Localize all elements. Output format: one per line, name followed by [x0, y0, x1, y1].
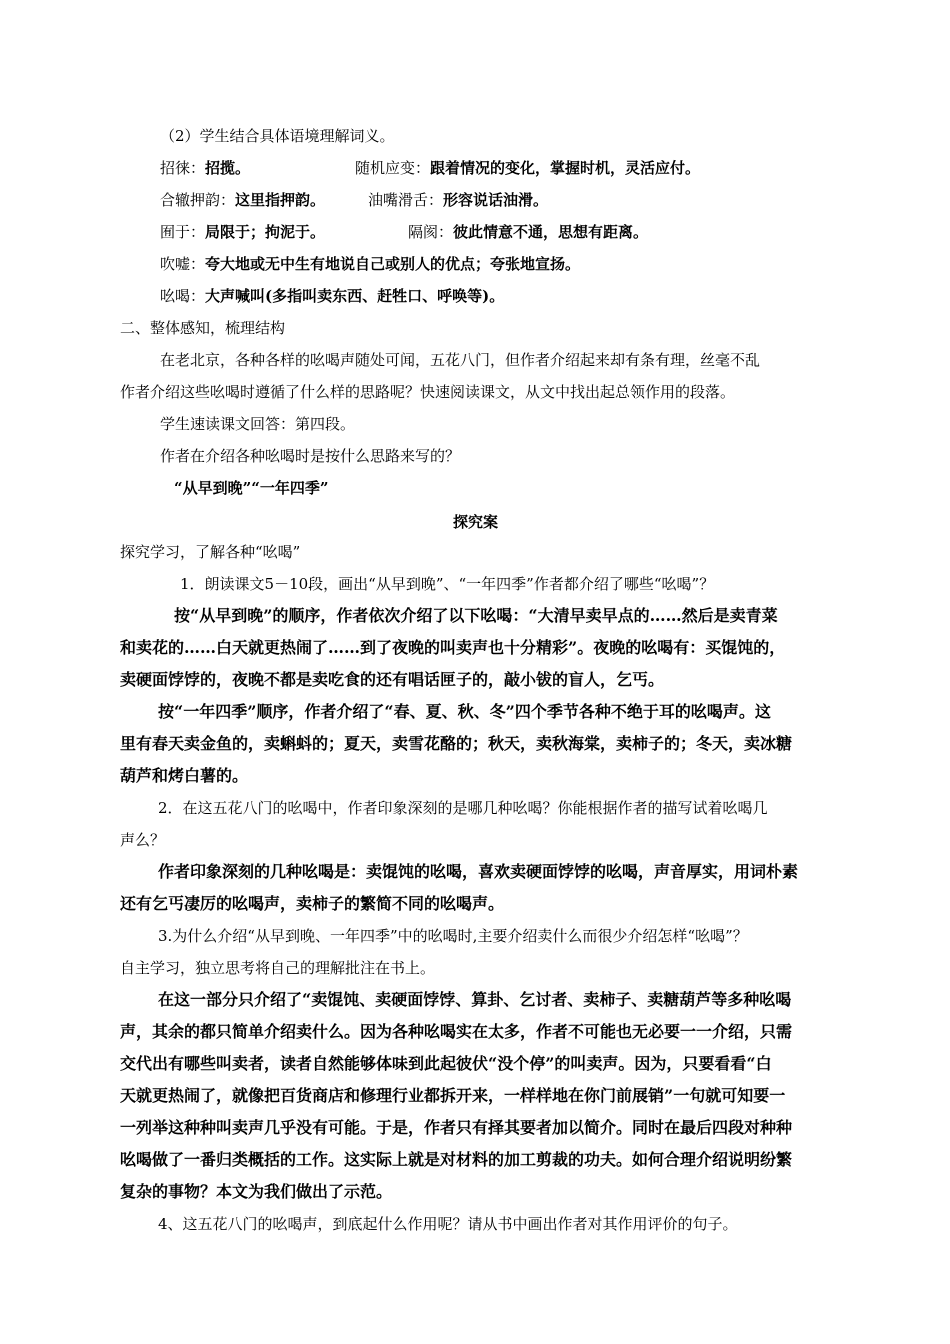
- section-heading: 二、整体感知，梳理结构: [120, 319, 286, 337]
- answer-line: 按“从早到晚”的顺序，作者依次介绍了以下吆喝：“大清早卖早点的……然后是卖青菜: [174, 606, 778, 625]
- definition: 局限于；拘泥于。: [205, 223, 326, 241]
- question-2: 2．在这五花八门的吆喝中，作者印象深刻的是哪几种吆喝？你能根据作者的描写试着吆喝几: [158, 799, 768, 817]
- vocab-row-4: [160, 254, 580, 274]
- term: 合辙押韵：: [160, 191, 236, 209]
- vocab-intro: （2）学生结合具体语境理解词义。: [160, 127, 395, 145]
- question-2-cont: 声么？: [120, 831, 166, 849]
- term: 吆喝：: [160, 287, 206, 305]
- question-4: 4、这五花八门的吆喝声，到底起什么作用呢？请从书中画出作者对其作用评价的句子。: [158, 1215, 738, 1233]
- definition: 夸大地或无中生有地说自己或别人的优点；夸张地宣扬。: [205, 255, 581, 273]
- definition: 大声喊叫(多指叫卖东西、赶牲口、呼唤等)。: [205, 287, 505, 305]
- vocab-row-2b: [368, 190, 548, 210]
- answer-line: 复杂的事物？本文为我们做出了示范。: [120, 1182, 393, 1201]
- vocab-row-2: [160, 190, 325, 210]
- term: 隔阂：: [408, 223, 454, 241]
- answer-line: 吆喝做了一番归类概括的工作。这实际上就是对材料的加工剪裁的功夫。如何合理介绍说明纷繁: [120, 1150, 793, 1169]
- question-1: 1．朗读课文5－10段，画出“从早到晚”、“一年四季”作者都介绍了哪些“吆喝”？: [180, 575, 715, 593]
- term: 随机应变：: [355, 159, 431, 177]
- vocab-row-1b: [355, 158, 700, 178]
- paragraph-line: 在老北京，各种各样的吆喝声随处可闻，五花八门，但作者介绍起来却有条有理，丝毫不乱: [160, 351, 761, 369]
- paragraph-line: 作者在介绍各种吆喝时是按什么思路来写的？: [160, 447, 461, 465]
- answer-line: 天就更热闹了，就像把百货商店和修理行业都拆开来，一样样地在你门前展销”一句就可知要一: [120, 1086, 786, 1105]
- structure-answer: “从早到晚”“一年四季”: [174, 479, 329, 497]
- answer-line: 还有乞丐凄厉的吆喝声，卖柿子的繁简不同的吆喝声。: [120, 894, 505, 913]
- answer-line: 作者印象深刻的几种吆喝是：卖馄饨的吆喝，喜欢卖硬面饽饽的吆喝，声音厚实，用词朴素: [158, 862, 799, 881]
- paragraph-line: 学生速读课文回答：第四段。: [160, 415, 356, 433]
- definition: 形容说话油滑。: [443, 191, 549, 209]
- vocab-row-5: [160, 286, 504, 306]
- definition: 招揽。: [205, 159, 251, 177]
- term: 吹嘘：: [160, 255, 206, 273]
- question-3-cont: 自主学习，独立思考将自己的理解批注在书上。: [120, 959, 436, 977]
- paragraph-line: 作者介绍这些吆喝时遵循了什么样的思路呢？快速阅读课文，从文中找出起总领作用的段落。: [120, 383, 736, 401]
- section-title: 探究案: [453, 513, 499, 531]
- answer-line: 葫芦和烤白薯的。: [120, 766, 249, 785]
- answer-line: 里有春天卖金鱼的，卖蝌蚪的；夏天，卖雪花酪的；秋天，卖秋海棠，卖柿子的；冬天，卖冰糖: [120, 734, 793, 753]
- vocab-row-3b: [408, 222, 648, 242]
- term: 招徕：: [160, 159, 206, 177]
- section-subtitle: 探究学习，了解各种“吆喝”: [120, 543, 301, 561]
- vocab-row-1: [160, 158, 250, 178]
- definition: 这里指押韵。: [235, 191, 326, 209]
- term: 油嘴滑舌：: [368, 191, 444, 209]
- answer-line: 卖硬面饽饽的，夜晚不都是卖吃食的还有唱话匣子的，敲小钹的盲人，乞丐。: [120, 670, 665, 689]
- answer-line: 和卖花的……白天就更热闹了……到了夜晚的叫卖声也十分精彩”。夜晚的吆喝有：买馄饨的，: [120, 638, 786, 657]
- answer-line: 在这一部分只介绍了“卖馄饨、卖硬面饽饽、算卦、乞讨者、卖柿子、卖糖葫芦等多种吆喝: [158, 990, 792, 1009]
- question-3: 3.为什么介绍“从早到晚、一年四季”中的吆喝时,主要介绍卖什么而很少介绍怎样“吆喝”？: [158, 927, 748, 945]
- answer-line: 声，其余的都只简单介绍卖什么。因为各种吆喝实在太多，作者不可能也无必要一一介绍，只需: [120, 1022, 793, 1041]
- answer-line: 按“一年四季”顺序，作者介绍了“春、夏、秋、冬”四个季节各种不绝于耳的吆喝声。这: [158, 702, 771, 721]
- answer-line: 交代出有哪些叫卖者，读者自然能够体味到此起彼伏“没个停”的叫卖声。因为，只要看看“白: [120, 1054, 772, 1073]
- definition: 彼此情意不通，思想有距离。: [453, 223, 649, 241]
- answer-line: 一列举这种种叫卖声几乎没有可能。于是，作者只有择其要者加以简介。同时在最后四段对种种: [120, 1118, 793, 1137]
- vocab-row-3: [160, 222, 325, 242]
- definition: 跟着情况的变化，掌握时机，灵活应付。: [430, 159, 701, 177]
- term: 囿于：: [160, 223, 206, 241]
